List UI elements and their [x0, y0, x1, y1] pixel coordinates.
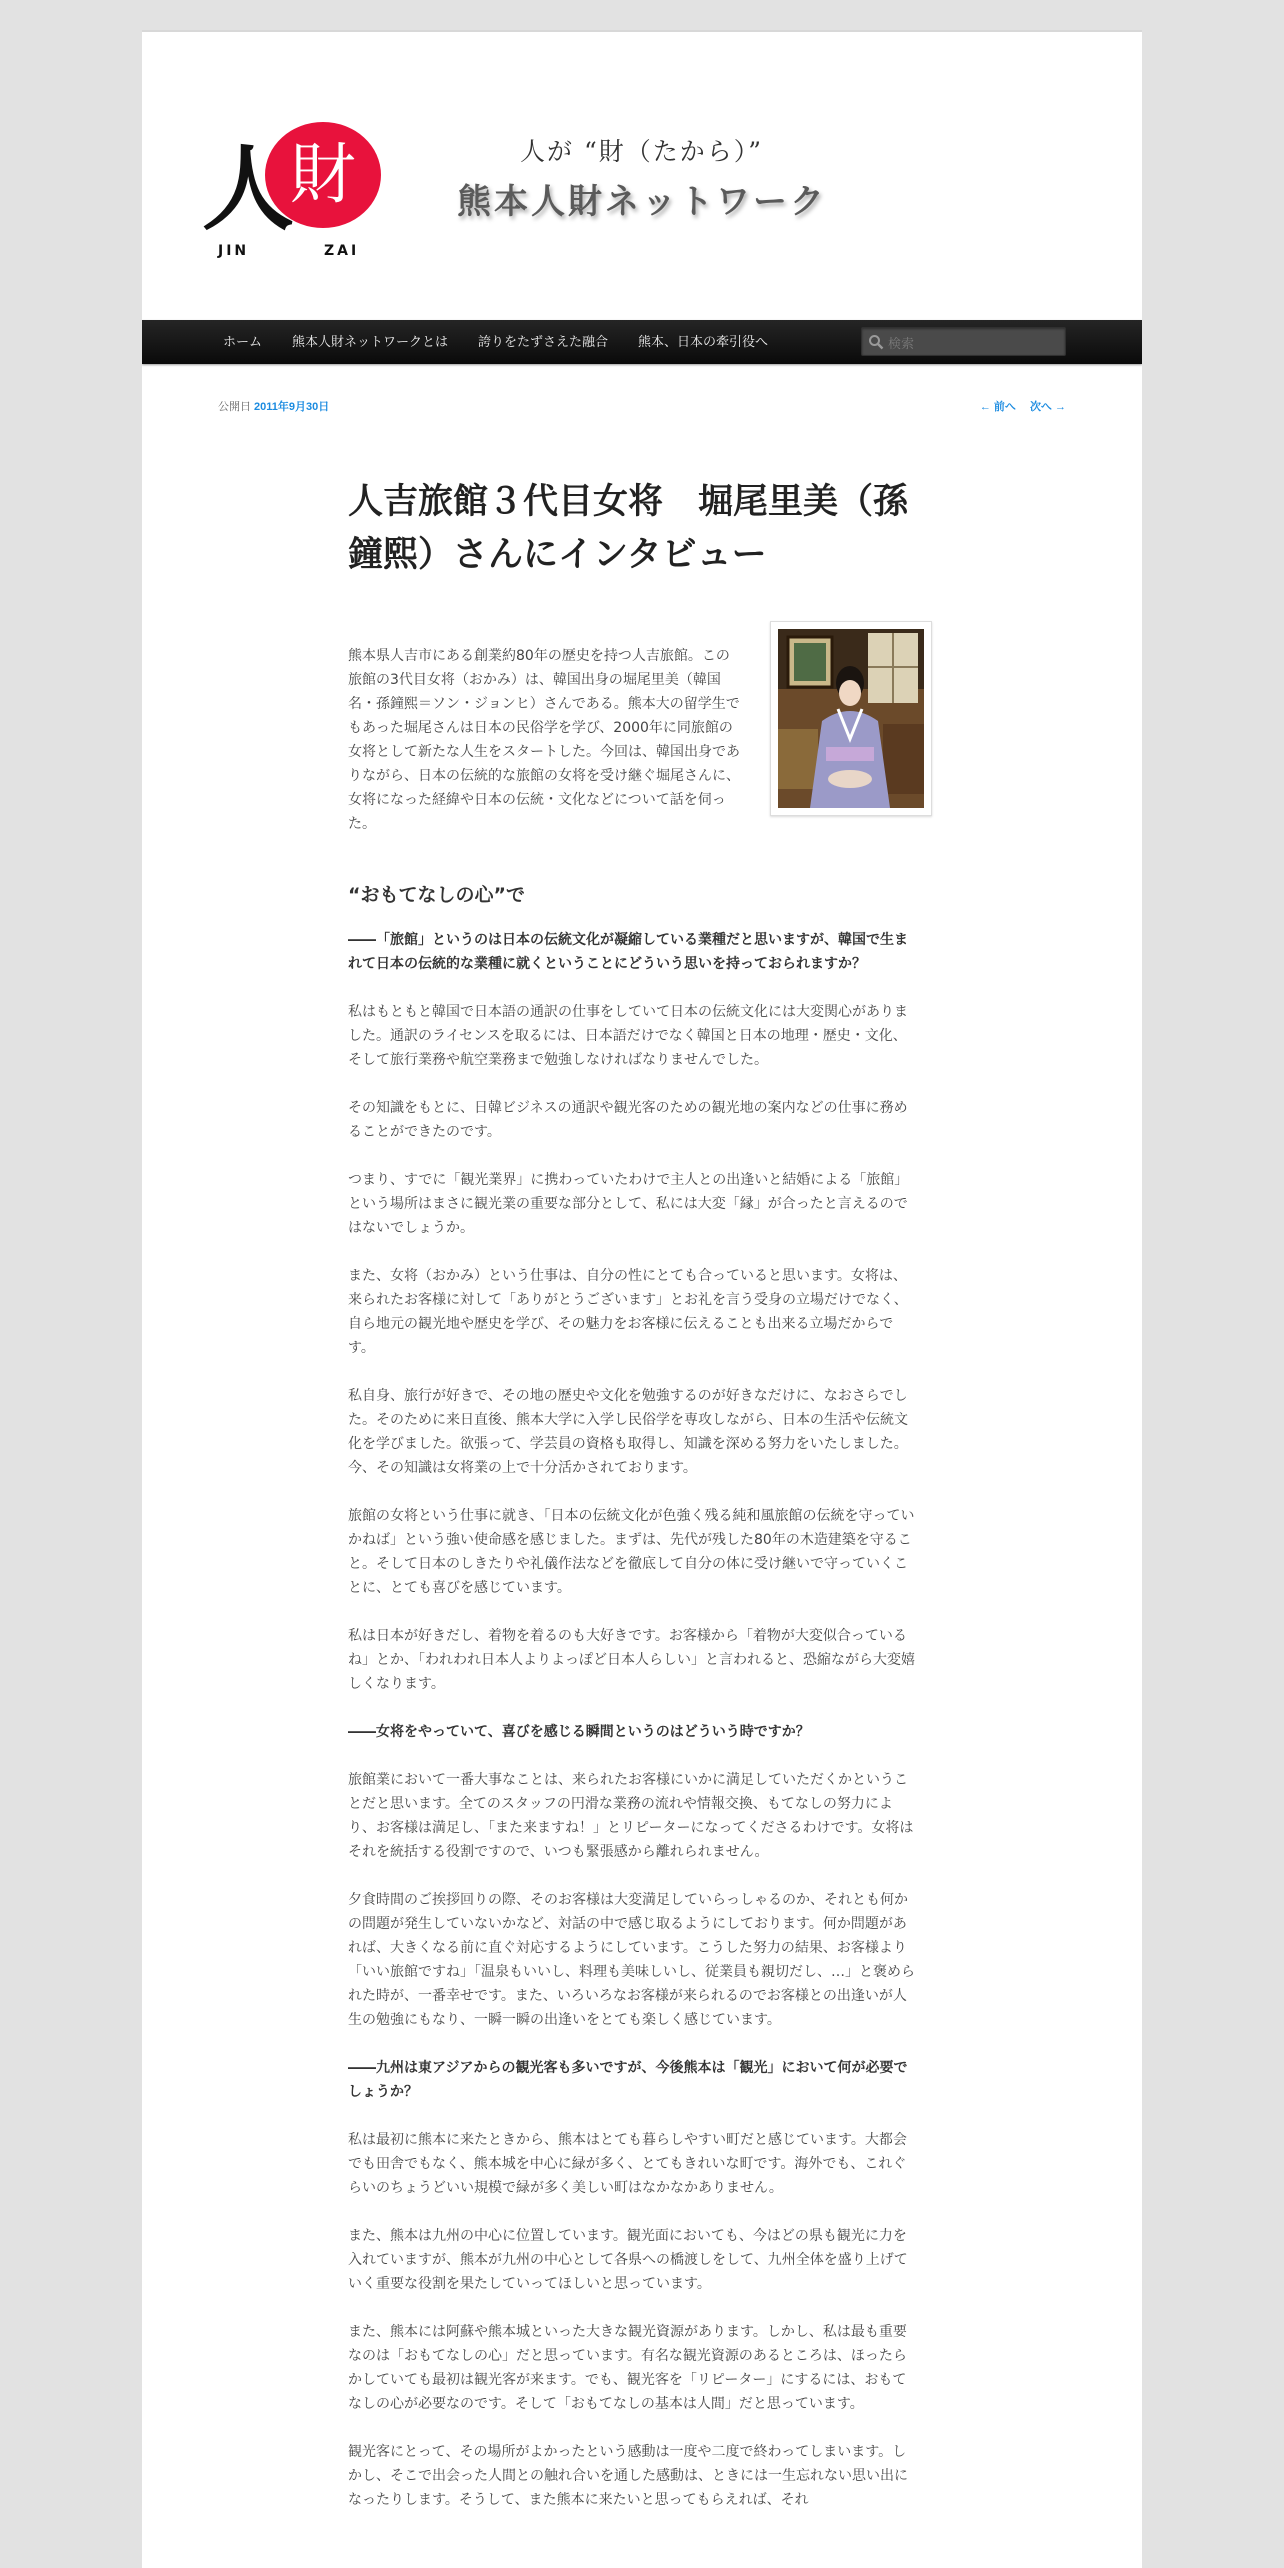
site-title[interactable]: 熊本人財ネットワーク	[457, 182, 827, 222]
interview-answer: 私は日本が好きだし、着物を着るのも大好きです。お客様から「着物が大変似合っているね」とか、「われわれ日本人よりよっぽど日本人らしい」と言われると、恐縮ながら大変嬉しくなります。	[348, 1628, 915, 1692]
published-label: 公開日	[218, 401, 251, 413]
interview-answer: 旅館業において一番大事なことは、来られたお客様にいかに満足していただくかということだと思います。全てのスタッフの円滑な業務の流れや情報交換、もてなしの努力により、お客様は満足し、「また来ますね！」とリピーターになってくださるわけです。女将はそれを統括する役割ですので、いつも緊張感から離れられません。	[348, 1772, 914, 1860]
interview-answer: 私は最初に熊本に来たときから、熊本はとても暮らしやすい町だと感じています。大都会でも田舎でもなく、熊本城を中心に緑が多く、とてもきれいな町です。海外でも、これぐらいのちょうどいい規模で緑が多く美しい町はなかなかありません。	[348, 2132, 907, 2196]
post-date-link[interactable]: 2011年9月30日	[254, 401, 330, 413]
intro-paragraph: 熊本県人吉市にある創業約80年の歴史を持つ人吉旅館。この旅館の3代目女将（おかみ）は、韓国出身の堀尾里美（韓国名・孫鐘熙＝ソン・ジョンヒ）さんである。熊本大の留学生でもあった堀尾さんは日本の民俗学を学び、2000年に同旅館の女将として新たな人生をスタートした。今回は、韓国出身でありながら、日本の伝統的な旅館の女将を受け継ぐ堀尾さんに、女将になった経緯や日本の伝統・文化などについて話を伺った。	[348, 648, 740, 832]
main-nav	[142, 320, 1142, 364]
post-content	[348, 644, 918, 2536]
nav-item-leader[interactable]: 熊本、日本の牽引役へ	[638, 334, 769, 349]
logo-circle-char: 財	[290, 136, 356, 213]
interview-question: ――九州は東アジアからの観光客も多いですが、今後熊本は「観光」において何が必要でしょうか？	[348, 2060, 908, 2100]
interview-answer: つまり、すでに「観光業界」に携わっていたわけで主人との出逢いと結婚による「旅館」という場所はまさに観光業の重要な部分として、私には大変「縁」が合ったと言えるのではないでしょうか。	[348, 1172, 909, 1236]
site-header	[142, 32, 1142, 318]
interview-paragraphs	[348, 928, 918, 2512]
interview-question: ――「旅館」というのは日本の伝統文化が凝縮している業種だと思いますが、韓国で生まれて日本の伝統的な業種に就くということにどういう思いを持っておられますか？	[348, 932, 908, 972]
search-placeholder: 検索	[888, 336, 915, 351]
search-input[interactable]	[861, 327, 1066, 356]
interview-answer: また、熊本は九州の中心に位置しています。観光面においても、今はどの県も観光に力を入れていますが、熊本が九州の中心として各県への橋渡しをして、九州全体を盛り上げていく重要な役割を果たしていってほしいと思っています。	[348, 2228, 908, 2292]
magnifier-icon	[868, 334, 884, 350]
interview-answer: 旅館の女将という仕事に就き、「日本の伝統文化が色強く残る純和風旅館の伝統を守っていかねば」という強い使命感を感じました。まずは、先代が残した80年の木造建築を守ること。そして日本のしきたりや礼儀作法などを徹底して自分の体に受け継いで守っていくことに、とても喜びを感じています。	[348, 1508, 915, 1596]
logo-sub-left: JIN	[218, 243, 250, 259]
entry-meta	[218, 398, 329, 414]
section-heading: “おもてなしの心”で	[348, 884, 525, 906]
interview-answer: 夕食時間のご挨拶回りの際、そのお客様は大変満足していらっしゃるのか、それとも何かの問題が発生していないかなど、対話の中で感じ取るようにしております。何か問題があれば、大きくなる前に直ぐ対応するようにしています。こうした努力の結果、お客様より「いい旅館ですね」「温泉もいいし、料理も美味しいし、従業員も親切だし、…」と褒められた時が、一番幸せです。また、いろいろなお客様が来られるのでお客様との出逢いが人生の勉強にもなり、一瞬一瞬の出逢いをとても楽しく感じています。	[348, 1892, 915, 2028]
post-navigation	[966, 398, 1066, 414]
post-title: 人吉旅館３代目女将 堀尾里美（孫鐘熙）さんにインタビュー	[348, 482, 909, 575]
interview-answer: 観光客にとって、その場所がよかったという感動は一度や二度で終わってしまいます。しかし、そこで出会った人間との触れ合いを通した感動は、ときには一生忘れない思い出になったりします。そうして、また熊本に来たいと思ってもらえれば、それ	[348, 2444, 908, 2508]
page	[142, 30, 1142, 2568]
interview-question: ――女将をやっていて、喜びを感じる瞬間というのはどういう時ですか？	[348, 1724, 810, 1740]
prev-post-link[interactable]: ← 前へ	[979, 401, 1016, 413]
interview-answer: 私はもともと韓国で日本語の通訳の仕事をしていて日本の伝統文化には大変関心がありました。通訳のライセンスを取るには、日本語だけでなく韓国と日本の地理・歴史・文化、そして旅行業務や航空業務まで勉強しなければなりませんでした。	[348, 1004, 908, 1068]
nav-item-fusion[interactable]: 誇りをたずさえた融合	[478, 334, 609, 349]
nav-item-home[interactable]: ホーム	[223, 334, 263, 349]
interview-answer: また、女将（おかみ）という仕事は、自分の性にとても合っていると思います。女将は、来られたお客様に対して「ありがとうございます」とお礼を言う受身の立場だけでなく、自ら地元の観光地や歴史を学び、その魅力をお客様に伝えることも出来る立場だからです。	[348, 1268, 908, 1356]
next-post-link[interactable]: 次へ →	[1029, 401, 1066, 413]
interview-answer: 私自身、旅行が好きで、その地の歴史や文化を勉強するのが好きなだけに、なおさらでした。そのために来日直後、熊本大学に入学し民俗学を専攻しながら、日本の生活や伝統文化を学びました。欲張って、学芸員の資格も取得し、知識を深める努力をいたしました。今、その知識は女将業の上で十分活かされております。	[348, 1388, 908, 1476]
site-tagline: 人が “財（たから）”	[520, 137, 764, 166]
interview-answer: また、熊本には阿蘇や熊本城といった大きな観光資源があります。しかし、私は最も重要なのは「おもてなしの心」だと思っています。有名な観光資源のあるところは、ほったらかしていても最初は観光客が来ます。でも、観光客を「リピーター」にするには、おもてなしの心が必要なのです。そして「おもてなしの基本は人間」だと思っています。	[348, 2324, 907, 2412]
site-logo[interactable]	[196, 117, 396, 267]
interview-answer: その知識をもとに、日韓ビジネスの通訳や観光客のための観光地の案内などの仕事に務めることができたのです。	[348, 1100, 908, 1140]
nav-item-about[interactable]: 熊本人財ネットワークとは	[292, 334, 449, 349]
logo-mark-char: 人	[201, 136, 295, 243]
logo-sub-right: ZAI	[324, 243, 360, 259]
